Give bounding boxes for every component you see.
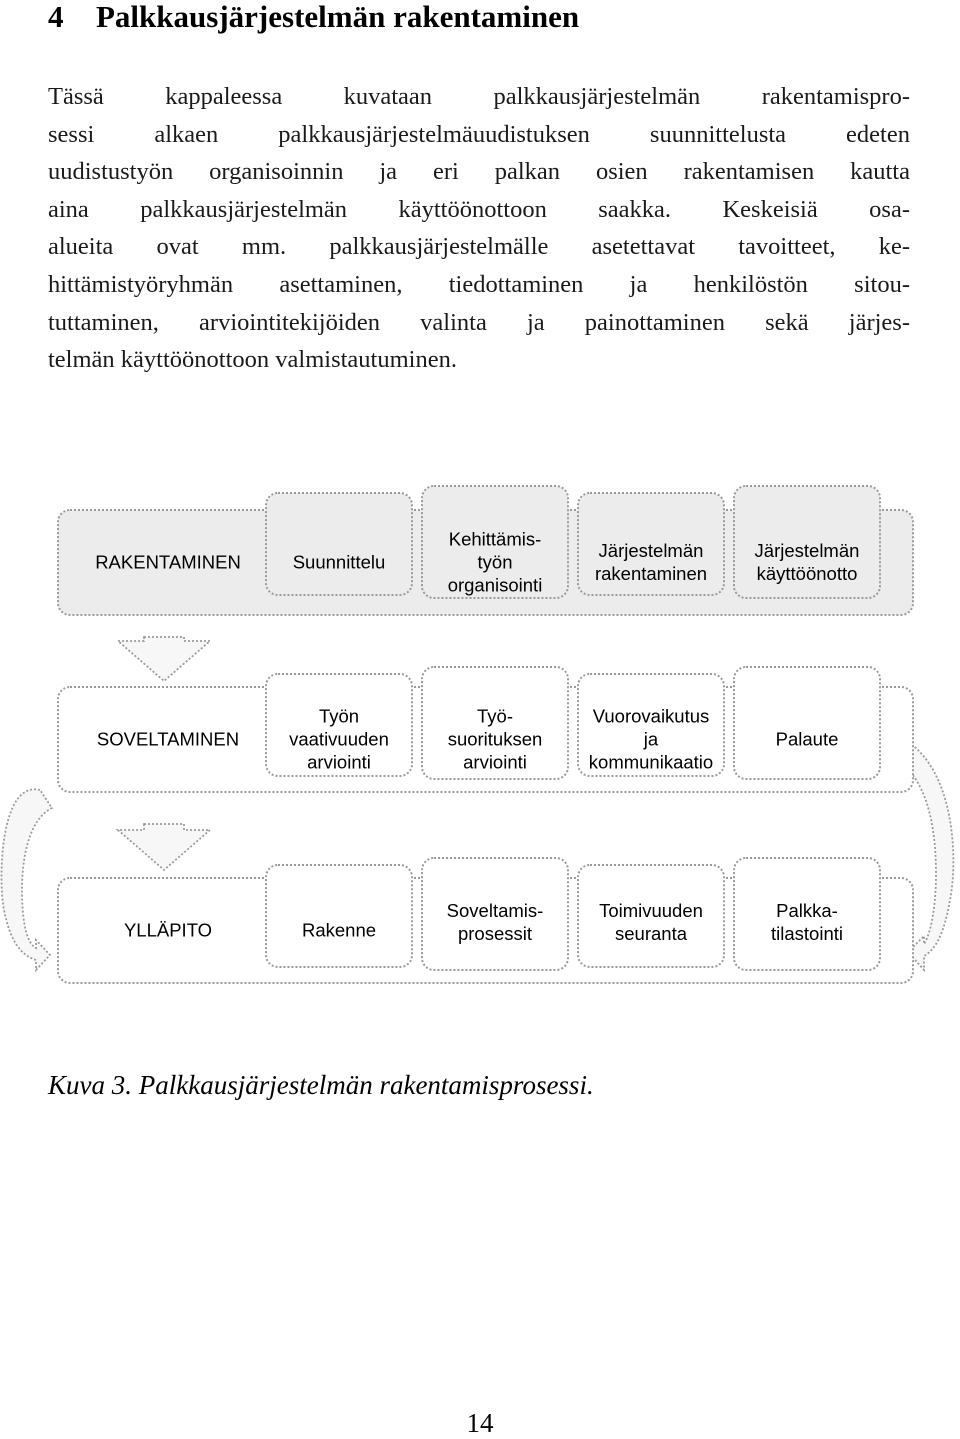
label-line: Kehittämis- [448,528,542,550]
paragraph-line: uudistustyön organisoinnin ja eri palkan osien rakentamisen kautta [48,158,910,186]
label-line: suorituksen [447,728,543,750]
paragraph-line: aina palkkausjärjestelmän käyttöönottoon saakka. Keskeisiä osa- [48,195,910,223]
label-line: Vuorovaikutus [592,705,710,727]
label-line: Palaute [775,728,839,750]
paragraph-line: Tässä kappaleessa kuvataan palkkausjärjestelmän rakentamispro- [48,83,910,110]
step-box [266,865,412,967]
phase-label [97,729,239,750]
left-cycle-arrow [1,789,52,970]
label-line: RAKENTAMINEN [95,551,241,573]
step-box [734,667,880,779]
label-line: työn [477,551,513,573]
paragraph-line: tuttaminen, arviointitekijöiden valinta ja painottaminen sekä järjes- [48,308,910,336]
label-line: arviointi [307,751,371,773]
section-number: 4 [48,0,64,34]
step-box [266,493,412,595]
label-line: kommunikaatio [588,751,714,773]
label-line: Rakenne [301,919,377,941]
down-arrow-1 [118,637,210,681]
label-line: Työn [318,705,360,727]
label-line: vaativuuden [289,728,389,750]
page-number: 14 [466,1408,494,1438]
section-title: Palkkausjärjestelmän rakentaminen [96,0,580,34]
paragraph-line: hittämistyöryhmän asettaminen, tiedottaminen ja henkilöstön sitou- [48,270,910,298]
step-label [302,920,376,941]
intro-paragraph [48,78,910,379]
label-line: prosessit [457,923,533,944]
paragraph-line: alueita ovat mm. palkkausjärjestelmälle asetettavat tavoitteet, ke- [48,233,910,261]
label-line: Järjestelmän [598,540,704,561]
label-line: rakentaminen [594,563,708,584]
down-arrow-2 [118,824,210,870]
label-line: Soveltamis- [446,900,544,921]
label-line: Työ- [477,705,513,727]
label-line: Suunnittelu [292,551,386,573]
label-line: organisointi [447,574,543,596]
section-heading [48,0,928,34]
step-label [293,552,386,573]
label-line: YLLÄPITO [123,919,213,941]
label-line: tilastointi [771,923,843,944]
label-line: Toimivuuden [599,900,703,921]
paragraph-line: sessi alkaen palkkausjärjestelmäuudistuksen suunnittelusta edeten [48,120,910,148]
step-label [776,729,839,750]
phase-label [95,552,241,573]
label-line: seuranta [615,923,687,944]
label-line: SOVELTAMINEN [96,728,240,750]
figure-caption: Kuva 3. Palkkausjärjestelmän rakentamisprosessi. [48,1070,594,1100]
phase-label [124,920,212,941]
label-line: Järjestelmän [754,540,860,561]
process-diagram [0,480,960,1060]
label-line: käyttöönotto [756,563,858,584]
label-line: ja [643,728,659,750]
label-line: Palkka- [776,900,838,921]
paragraph-line: telmän käyttöönottoon valmistautuminen. [48,346,457,374]
label-line: arviointi [463,751,527,773]
